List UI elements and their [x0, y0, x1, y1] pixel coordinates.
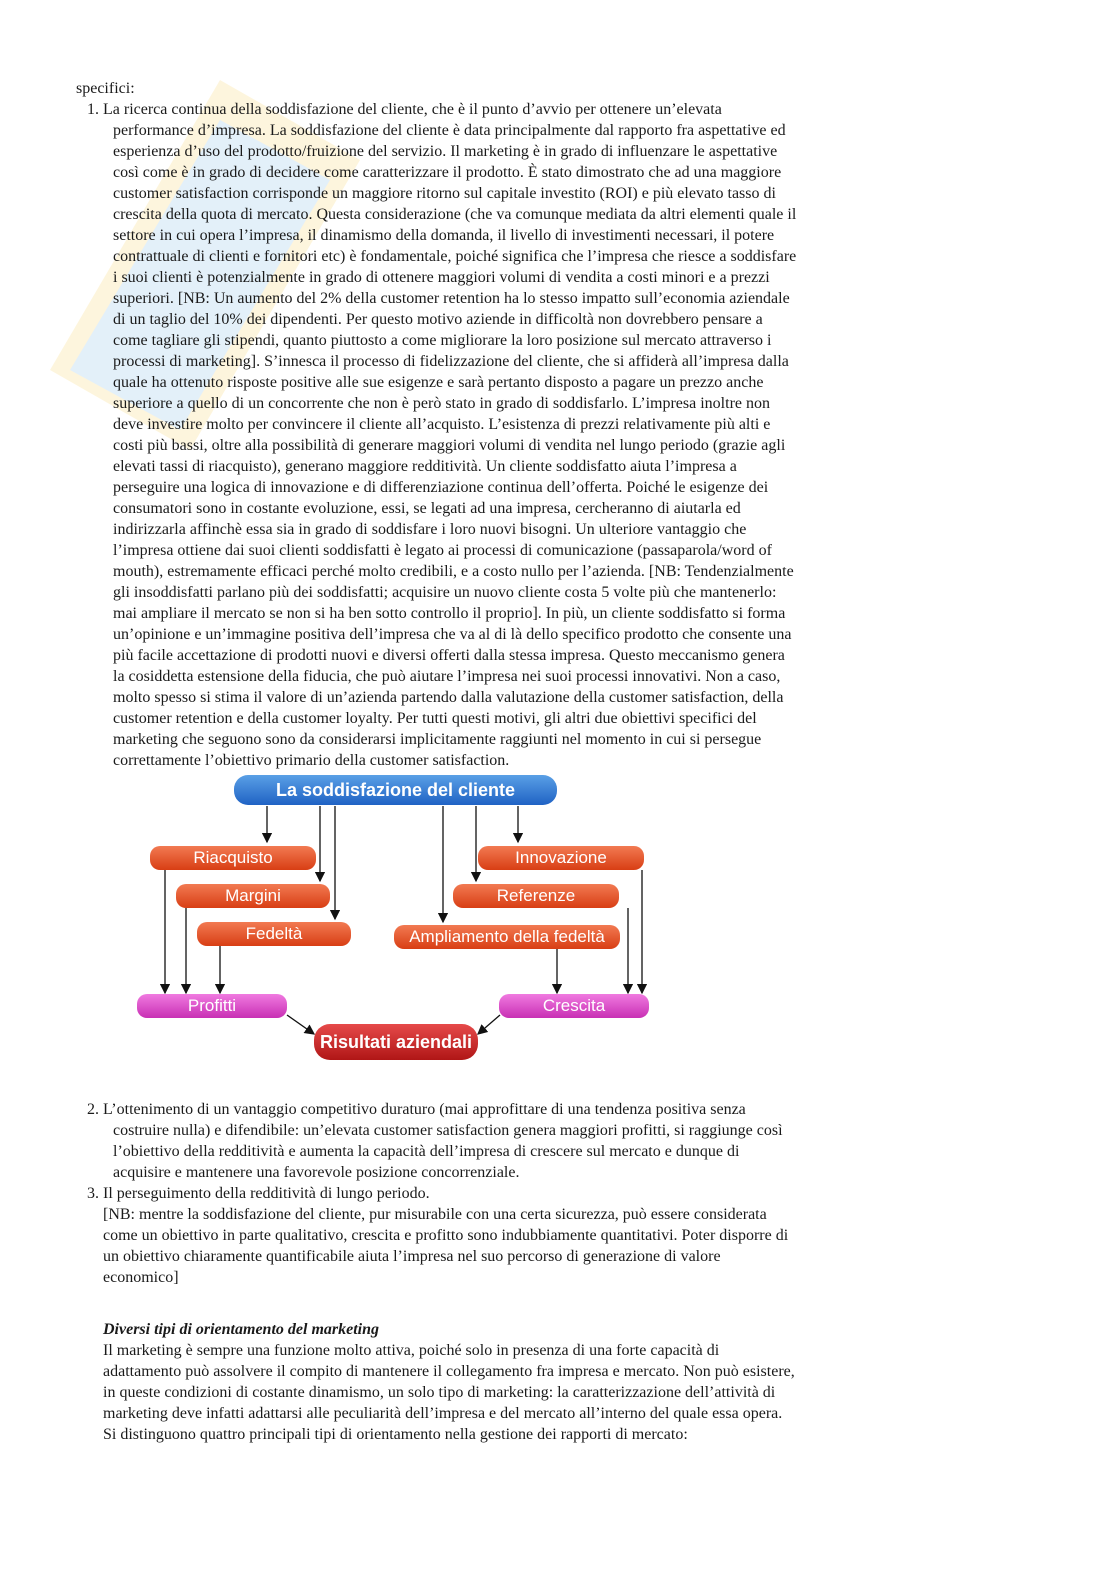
item1-line: mouth), estremamente efficaci perché molto credibili, e a costo nullo per l’azienda. [NB: Tendenzialmente — [113, 563, 794, 580]
item2-line: L’ottenimento di un vantaggio competitivo duraturo (mai approfittare di una tendenza positiva senza — [103, 1101, 746, 1118]
item2-line: costruire nulla) e difendibile: un’elevata customer satisfaction genera maggiori profitti, si raggiunge così — [113, 1122, 783, 1139]
item1-line: superiori. [NB: Un aumento del 2% della customer retention ha lo stesso impatto sull’economia aziendale — [113, 290, 790, 307]
item3-line: un obiettivo chiaramente quantificabile aiuta l’impresa nel suo percorso di generazione di valore — [103, 1248, 721, 1265]
section-line: Il marketing è sempre una funzione molto attiva, poiché solo in presenza di una forte capacità di — [103, 1342, 720, 1359]
item1-line: performance d’impresa. La soddisfazione del cliente è data principalmente dal rapporto fra aspettative ed — [113, 122, 786, 139]
box-risultati-aziendali: Risultati aziendali — [314, 1024, 478, 1060]
item1-line: costi più bassi, oltre alla possibilità di generare maggiori volumi di vendita nel lungo periodo (grazie agli — [113, 437, 786, 454]
item1-line: customer satisfaction corrisponde un maggiore ritorno sul capitale investito (ROI) e più elevato tasso di — [113, 185, 776, 202]
box-innovazione: Innovazione — [478, 846, 644, 870]
list-number-3: 3. — [87, 1185, 99, 1202]
section-heading: Diversi tipi di orientamento del marketing — [103, 1321, 379, 1338]
item2-line: acquisire e mantenere una favorevole posizione concorrenziale. — [113, 1164, 520, 1181]
item1-line: deve investire molto per convincere il cliente all’acquisto. L’esistenza di prezzi relativamente più alti e — [113, 416, 771, 433]
item1-line: mai ampliare il mercato se non si ha ben sotto controllo il proprio]. In più, un cliente soddisfatto si forma — [113, 605, 786, 622]
section-line: Si distinguono quattro principali tipi di orientamento nella gestione dei rapporti di mercato: — [103, 1426, 688, 1443]
item1-line: contrattuale di clienti e fornitori etc) è fondamentale, poiché significa che l’impresa che riesce a soddisfare — [113, 248, 797, 265]
item1-line: La ricerca continua della soddisfazione del cliente, che è il punto d’avvio per ottenere un’elevata — [103, 101, 722, 118]
item1-line: l’impresa ottiene dai suoi clienti soddisfatti è legato ai processi di comunicazione (passaparola/word of — [113, 542, 772, 559]
item1-line: customer retention e della customer loyalty. Per tutti questi motivi, gli altri due obiettivi specifici del — [113, 710, 757, 727]
box-profitti: Profitti — [137, 994, 287, 1018]
box-margini: Margini — [176, 884, 330, 908]
box-crescita: Crescita — [499, 994, 649, 1018]
item1-line: così come è in grado di decidere come caratterizzare il prodotto. È stato dimostrato che ad una maggiore — [113, 164, 782, 181]
item1-line: perseguire una logica di innovazione e di differenziazione continua dell’offerta. Poiché le esigenze dei — [113, 479, 769, 496]
item1-line: settore in cui opera l’impresa, il dinamismo della domanda, il livello di investimenti necessari, il potere — [113, 227, 775, 244]
item1-line: gli insoddisfatti parlano più dei soddisfatti; acquisire un nuovo cliente costa 5 volte più che mantenerlo: — [113, 584, 777, 601]
item1-line: quale ha ottenuto risposte positive alle sue esigenze e sarà pertanto disposto a pagare un prezzo anche — [113, 374, 764, 391]
satisfaction-diagram — [130, 772, 670, 1072]
box-ampliamento-fedelta: Ampliamento della fedeltà — [394, 925, 620, 949]
intro-text: specifici: — [76, 80, 135, 97]
item1-line: come tagliare gli stipendi, quanto piuttosto a come migliorare la loro posizione sul mercato attraverso i — [113, 332, 772, 349]
item1-line: più facile accettazione di prodotti nuovi e diversi offerti dalla stessa impresa. Questo meccanismo genera — [113, 647, 785, 664]
item1-line: esperienza d’uso del prodotto/fruizione del servizio. Il marketing è in grado di influenzare le aspettative — [113, 143, 778, 160]
section-line: in queste condizioni di costante dinamismo, un solo tipo di marketing: la caratterizzazione dell’attività di — [103, 1384, 776, 1401]
item1-line: indirizzarla affinchè essa sia in grado di soddisfare i loro nuovi bisogni. Un ulteriore vantaggio che — [113, 521, 747, 538]
item3-line: economico] — [103, 1269, 179, 1286]
item1-line: un’opinione e un’immagine positiva dell’impresa che va al di là dello specifico prodotto che consente una — [113, 626, 792, 643]
item2-line: l’obiettivo della redditività e aumenta la capacità dell’impresa di crescere sul mercato e dunque di — [113, 1143, 740, 1160]
item1-line: processi di marketing]. S’innesca il processo di fidelizzazione del cliente, che si affiderà all’impresa dalla — [113, 353, 789, 370]
section-line: marketing deve infatti adattarsi alle peculiarità dell’impresa e del mercato all’interno del quale essa opera. — [103, 1405, 783, 1422]
box-fedelta: Fedeltà — [197, 922, 351, 946]
item1-line: di un taglio del 10% dei dipendenti. Per questo motivo aziende in difficoltà non dovrebbero pensare a — [113, 311, 763, 328]
box-referenze: Referenze — [453, 884, 619, 908]
section-line: adattamento può assolvere il compito di mantenere il collegamento fra impresa e mercato. Non può esistere, — [103, 1363, 795, 1380]
item1-line: correttamente l’obiettivo primario della customer satisfaction. — [113, 752, 510, 769]
item1-line: consumatori sono in costante evoluzione, essi, se legati ad una impresa, cercheranno di aiutarla ed — [113, 500, 741, 517]
item1-line: la cosiddetta estensione della fiducia, che può aiutare l’impresa nei suoi processi innovativi. Non a caso, — [113, 668, 781, 685]
list-number-1: 1. — [87, 101, 99, 118]
item1-line: marketing che seguono sono da considerarsi implicitamente raggiunti nel momento in cui si persegue — [113, 731, 762, 748]
item1-line: crescita della quota di mercato. Questa considerazione (che va comunque mediata da altri elementi quale il — [113, 206, 797, 223]
item3-line: Il perseguimento della redditività di lungo periodo. — [103, 1185, 430, 1202]
box-riacquisto: Riacquisto — [150, 846, 316, 870]
item1-line: elevati tassi di riacquisto), generano maggiore redditività. Un cliente soddisfatto aiuta l’impresa a — [113, 458, 737, 475]
item1-line: molto spesso si stima il valore di un’azienda partendo dalla valutazione della customer satisfaction, della — [113, 689, 784, 706]
list-number-2: 2. — [87, 1101, 99, 1118]
item1-line: i suoi clienti è potenzialmente in grado di ottenere maggiori volumi di vendita a costi minori e a prezzi — [113, 269, 770, 286]
item1-line: superiore a quello di un concorrente che non è però stato in grado di soddisfarlo. L’impresa inoltre non — [113, 395, 770, 412]
item3-line: [NB: mentre la soddisfazione del cliente, pur misurabile con una certa sicurezza, può essere considerata — [103, 1206, 767, 1223]
item3-line: come un obiettivo in parte qualitativo, crescita e profitto sono indubbiamente quantitativi. Poter disporre di — [103, 1227, 789, 1244]
box-customer-satisfaction: La soddisfazione del cliente — [234, 775, 557, 805]
